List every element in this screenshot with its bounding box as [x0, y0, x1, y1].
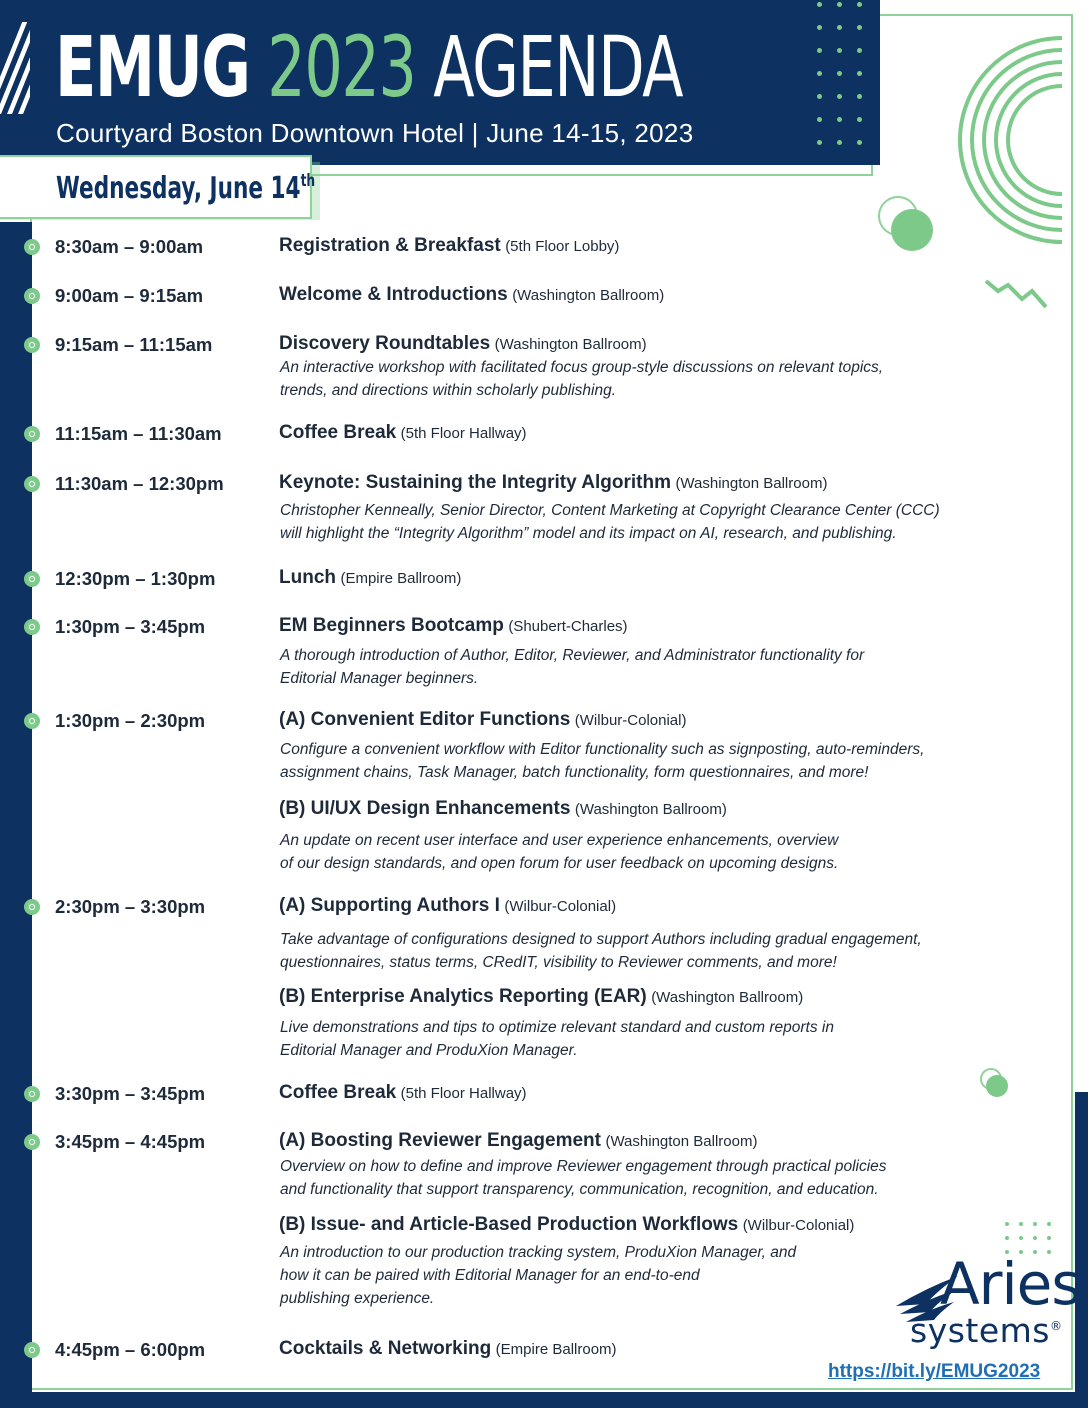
session-location: (Empire Ballroom): [495, 1341, 617, 1358]
session-title: (A) Boosting Reviewer Engagement: [279, 1130, 601, 1151]
session-title: Keynote: Sustaining the Integrity Algorithm: [279, 472, 671, 493]
session-location: (Washington Ballroom): [512, 287, 665, 304]
stripes-decoration: [0, 22, 30, 114]
session-location: (5th Floor Hallway): [400, 1085, 527, 1102]
session-time: 8:30am – 9:00am: [55, 236, 204, 257]
timeline-bullet: [24, 619, 40, 635]
session-heading: [279, 895, 616, 917]
session-description: will highlight the “Integrity Algorithm” model and its impact on AI, research, and publishing.: [280, 525, 897, 542]
session-description: Editorial Manager beginners.: [280, 670, 479, 687]
event-link[interactable]: https://bit.ly/EMUG2023: [828, 1361, 1041, 1382]
session-time: 3:45pm – 4:45pm: [55, 1131, 206, 1152]
timeline-bullet: [24, 571, 40, 587]
session-title: (A) Supporting Authors I: [279, 895, 500, 916]
session-location: (Empire Ballroom): [340, 570, 462, 587]
session-heading: [279, 1214, 854, 1236]
session-time: 11:30am – 12:30pm: [55, 473, 224, 494]
session-time: 1:30pm – 2:30pm: [55, 710, 206, 731]
session-title: (B) Enterprise Analytics Reporting (EAR): [279, 986, 647, 1007]
session-heading: [279, 798, 727, 820]
session-description: how it can be paired with Editorial Manager for an end-to-end: [280, 1267, 700, 1284]
session-heading: [279, 333, 647, 355]
bottom-band: [0, 1392, 1088, 1408]
session-description: An interactive workshop with facilitated focus group-style discussions on relevant topics,: [280, 359, 884, 376]
session-time: 3:30pm – 3:45pm: [55, 1083, 206, 1104]
session-location: (Wilbur-Colonial): [574, 712, 687, 729]
day-label: Wednesday, June 14: [56, 171, 301, 206]
session-description: of our design standards, and open forum for user feedback on upcoming designs.: [280, 855, 839, 872]
session-heading: [279, 422, 527, 444]
session-time: 9:00am – 9:15am: [55, 285, 204, 306]
session-title: (A) Convenient Editor Functions: [279, 709, 571, 730]
session-description: Live demonstrations and tips to optimize relevant standard and custom reports in: [280, 1019, 834, 1036]
title-agenda: AGENDA: [433, 18, 683, 116]
session-description: An introduction to our production tracking system, ProduXion Manager, and: [280, 1244, 797, 1261]
timeline-bullet: [24, 1342, 40, 1358]
timeline-bullet: [24, 288, 40, 304]
aries-logo-sub-text: systems: [910, 1311, 1050, 1350]
session-location: (Washington Ballroom): [574, 801, 727, 818]
session-description: Editorial Manager and ProduXion Manager.: [280, 1042, 578, 1059]
session-description: Christopher Kenneally, Senior Director, Content Marketing at Copyright Clearance Center (CCC): [280, 502, 940, 519]
session-location: (Washington Ballroom): [494, 336, 647, 353]
session-heading: [279, 235, 619, 257]
session-heading: [279, 472, 827, 494]
session-description: trends, and directions within scholarly publishing.: [280, 382, 617, 399]
session-description: questionnaires, status terms, CRedIT, visibility to Reviewer comments, and more!: [280, 954, 837, 971]
session-location: (Washington Ballroom): [605, 1133, 758, 1150]
session-description: An update on recent user interface and user experience enhancements, overview: [280, 832, 839, 849]
session-description: assignment chains, Task Manager, batch functionality, form questionnaires, and more!: [280, 764, 869, 781]
timeline-bullet: [24, 713, 40, 729]
session-title: (B) UI/UX Design Enhancements: [279, 798, 571, 819]
session-heading: [279, 567, 461, 589]
session-time: 12:30pm – 1:30pm: [55, 568, 216, 589]
session-location: (5th Floor Hallway): [400, 425, 527, 442]
session-description: Take advantage of configurations designed to support Authors including gradual engagement,: [280, 931, 922, 948]
session-title: Coffee Break: [279, 1082, 397, 1103]
session-heading: [279, 615, 628, 637]
aries-logo-word: Aries: [940, 1250, 1081, 1318]
timeline-bullet: [24, 426, 40, 442]
session-heading: [279, 1338, 617, 1360]
session-time: 11:15am – 11:30am: [55, 423, 222, 444]
session-title: Registration & Breakfast: [279, 235, 501, 256]
left-band: [0, 222, 32, 1408]
timeline-bullet: [24, 337, 40, 353]
session-location: (Washington Ballroom): [651, 989, 804, 1006]
session-location: (Wilbur-Colonial): [504, 898, 617, 915]
title-year: 2023: [267, 18, 416, 116]
session-description: Configure a convenient workflow with Editor functionality such as signposting, auto-reminders,: [280, 741, 925, 758]
header-banner: [0, 0, 880, 165]
session-heading: [279, 1130, 757, 1152]
session-title: EM Beginners Bootcamp: [279, 615, 504, 636]
title-emug: EMUG: [55, 18, 250, 116]
timeline-bullet: [24, 899, 40, 915]
timeline-bullet: [24, 1134, 40, 1150]
timeline-bullet: [24, 476, 40, 492]
day-suffix: th: [300, 171, 316, 191]
session-heading: [279, 284, 664, 306]
session-time: 4:45pm – 6:00pm: [55, 1339, 206, 1360]
session-heading: [279, 986, 803, 1008]
timeline-bullet: [24, 1086, 40, 1102]
registered-mark: ®: [1050, 1319, 1063, 1333]
session-heading: [279, 709, 686, 731]
session-title: Coffee Break: [279, 422, 397, 443]
dot-grid-decoration: [817, 2, 867, 160]
session-heading: [279, 1082, 527, 1104]
session-time: 1:30pm – 3:45pm: [55, 616, 206, 637]
day-heading: [56, 171, 315, 206]
session-time: 9:15am – 11:15am: [55, 334, 213, 355]
session-title: Cocktails & Networking: [279, 1338, 492, 1359]
circle-decoration: [876, 194, 936, 254]
session-description: Overview on how to define and improve Reviewer engagement through practical policies: [280, 1158, 887, 1175]
session-location: (Wilbur-Colonial): [742, 1217, 855, 1234]
page-title: [55, 12, 682, 122]
page-subtitle: Courtyard Boston Downtown Hotel | June 14-15, 2023: [56, 118, 694, 148]
timeline-bullet: [24, 239, 40, 255]
session-title: Welcome & Introductions: [279, 284, 508, 305]
zigzag-decoration: [984, 277, 1050, 313]
session-description: A thorough introduction of Author, Editor, Reviewer, and Administrator functionality for: [280, 647, 865, 664]
session-time: 2:30pm – 3:30pm: [55, 896, 206, 917]
session-location: (Shubert-Charles): [508, 618, 628, 635]
aries-logo-sub: [910, 1311, 1063, 1350]
session-location: (Washington Ballroom): [675, 475, 828, 492]
concentric-arcs-decoration: [950, 30, 1070, 250]
session-location: (5th Floor Lobby): [505, 238, 620, 255]
session-title: (B) Issue- and Article-Based Production Workflows: [279, 1214, 739, 1235]
session-description: and functionality that support transparency, communication, recognition, and education.: [280, 1181, 879, 1198]
session-title: Discovery Roundtables: [279, 333, 491, 354]
session-title: Lunch: [279, 567, 336, 588]
session-description: publishing experience.: [280, 1290, 435, 1307]
small-circle-decoration: [978, 1067, 1012, 1101]
